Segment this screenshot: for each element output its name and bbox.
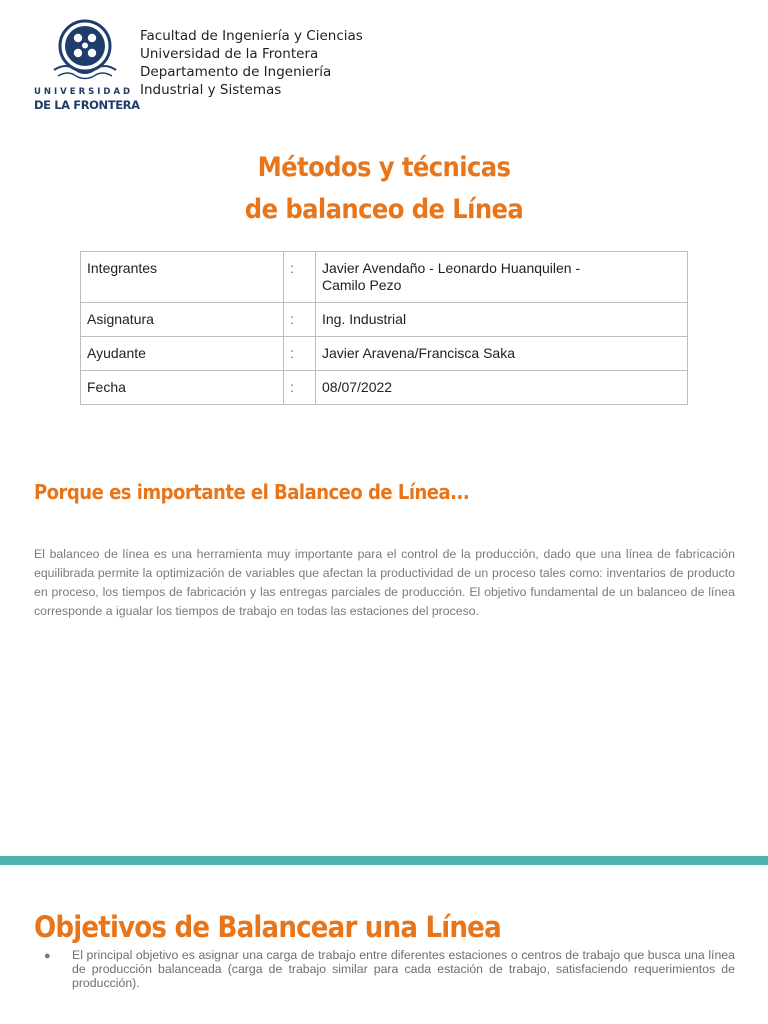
institution-line: Universidad de la Frontera [140, 46, 319, 62]
table-value: 08/07/2022 [316, 371, 688, 405]
table-separator: : [284, 337, 316, 371]
institution-info [140, 27, 363, 99]
document-title [0, 147, 768, 231]
table-value [316, 252, 688, 303]
title-line: Métodos y técnicas [257, 152, 511, 183]
value-line: Camilo Pezo [322, 277, 402, 293]
table-label: Fecha [81, 371, 284, 405]
table-separator: : [284, 303, 316, 337]
list-item: El principal objetivo es asignar una carga de trabajo entre diferentes estaciones o centros de trabajo que busca una línea de producción balanceada (carga de trabajo similar para cada estación de trabajo, satisfaciendo requerimientos de producción). [72, 948, 735, 990]
table-row [81, 252, 688, 303]
section-heading: Porque es importante el Balanceo de Línea... [34, 480, 470, 504]
university-logo [34, 18, 140, 112]
table-value: Ing. Industrial [316, 303, 688, 337]
institution-line: Departamento de Ingeniería [140, 64, 332, 80]
institution-line: Facultad de Ingeniería y Ciencias [140, 28, 363, 44]
table-row [81, 303, 688, 337]
institution-line: Industrial y Sistemas [140, 82, 282, 98]
bullet-icon: ● [44, 950, 51, 962]
section-paragraph: El balanceo de línea es una herramienta muy importante para el control de la producción, dado que una línea de fabricación equilibrada permite la optimización de variables que afectan la productividad de un proceso tales como: inventarios de producto en proceso, los tiempos de fabricación y las entregas parciales de producción. El objetivo fundamental de un balanceo de línea corresponde a igualar los tiempos de trabajo en todas las estaciones del proceso. [34, 547, 735, 618]
table-separator: : [284, 371, 316, 405]
university-seal-icon [46, 18, 124, 84]
table-row [81, 337, 688, 371]
info-table [80, 251, 688, 405]
section-heading: Objetivos de Balancear una Línea [34, 910, 501, 944]
table-label: Ayudante [81, 337, 284, 371]
table-label: Integrantes [81, 252, 284, 303]
value-line: Javier Avendaño - Leonardo Huanquilen - [322, 260, 581, 276]
table-value: Javier Aravena/Francisca Saka [316, 337, 688, 371]
table-label: Asignatura [81, 303, 284, 337]
logo-wordmark-bottom: DE LA FRONTERA [34, 98, 140, 112]
table-separator: : [284, 252, 316, 303]
logo-wordmark-top: UNIVERSIDAD [34, 87, 134, 97]
page-divider [0, 856, 768, 865]
title-line: de balanceo de Línea [244, 194, 524, 225]
table-row [81, 371, 688, 405]
